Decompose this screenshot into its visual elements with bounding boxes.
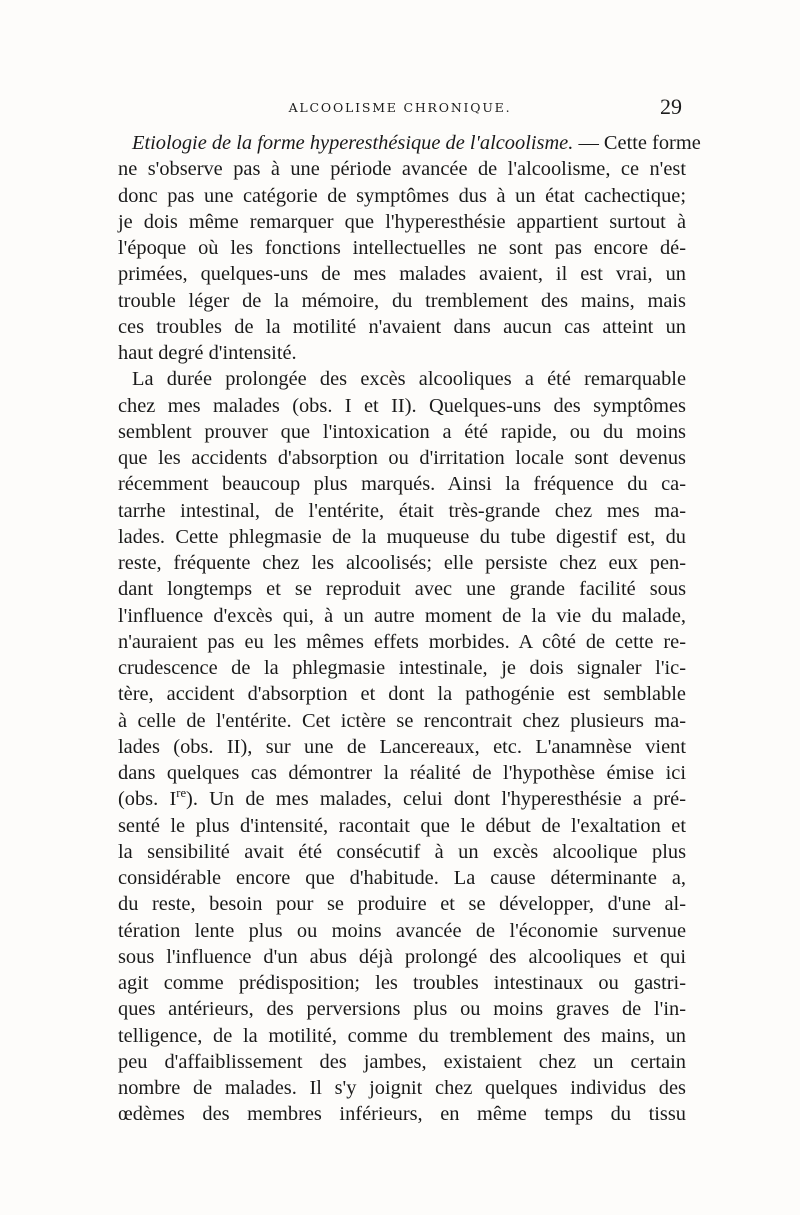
body-text: [118, 130, 701, 1128]
text-line: du reste, besoin pour se produire et se développer, d'une al-: [118, 893, 686, 916]
text-line: sous l'influence d'un abus déjà prolongé des alcooliques et qui: [118, 945, 686, 968]
text-line: n'auraient pas eu les mêmes effets morbides. A côté de cette re-: [118, 630, 686, 653]
text-line: lades (obs. II), sur une de Lancereaux, etc. L'anamnèse vient: [118, 735, 686, 758]
text-line: chez mes malades (obs. I et II). Quelques-uns des symptômes: [118, 394, 686, 417]
text-line: la sensibilité avait été consécutif à un excès alcoolique plus: [118, 840, 686, 863]
text-line: que les accidents d'absorption ou d'irritation locale sont devenus: [118, 447, 686, 469]
section-heading: Etiologie de la forme hyperesthésique de l'alcoolisme.: [132, 132, 574, 154]
text-line: Etiologie de la forme hyperesthésique de l'alcoolisme. — Cette forme: [132, 132, 701, 154]
text-line: ces troubles de la motilité n'avaient dans aucun cas atteint un: [118, 315, 686, 338]
text-line: La durée prolongée des excès alcooliques a été remarquable: [132, 368, 686, 391]
text-line: considérable encore que d'habitude. La cause déterminante a,: [118, 867, 686, 889]
text-line: telligence, de la motilité, comme du tremblement des mains, un: [118, 1024, 686, 1047]
text-line: trouble léger de la mémoire, du tremblement des mains, mais: [118, 289, 686, 312]
text-line: dant longtemps et se reproduit avec une grande facilité sous: [118, 578, 686, 601]
text-line: semblent prouver que l'intoxication a été rapide, ou du moins: [118, 420, 686, 443]
text-line: primées, quelques-uns de mes malades avaient, il est vrai, un: [118, 263, 686, 286]
text-line: donc pas une catégorie de symptômes dus à un état cachectique;: [118, 184, 686, 207]
text-line: ques antérieurs, des perversions plus ou moins graves de l'in-: [118, 998, 686, 1021]
text-line: l'influence d'excès qui, à un autre moment de la vie du malade,: [118, 604, 686, 627]
text-line: nombre de malades. Il s'y joignit chez quelques individus des: [118, 1077, 686, 1099]
text-line: œdèmes des membres inférieurs, en même temps du tissu: [118, 1103, 686, 1126]
text-line: (obs. Ire). Un de mes malades, celui dont l'hyperesthésie a pré-: [118, 786, 686, 811]
text-line: je dois même remarquer que l'hyperesthésie appartient surtout à: [118, 210, 686, 233]
text-line: dans quelques cas démontrer la réalité de l'hypothèse émise ici: [118, 762, 686, 784]
text-line: tère, accident d'absorption et dont la pathogénie est semblable: [118, 683, 686, 706]
superscript: re: [176, 786, 187, 801]
running-title: ALCOOLISME CHRONIQUE.: [288, 100, 512, 115]
page-number: 29: [660, 94, 682, 119]
text-line: récemment beaucoup plus marqués. Ainsi la fréquence du ca-: [118, 473, 686, 496]
text-line: à celle de l'entérite. Cet ictère se rencontrait chez plusieurs ma-: [118, 709, 686, 732]
page-header: [112, 94, 688, 124]
text-line: agit comme prédisposition; les troubles intestinaux ou gastri-: [118, 972, 686, 994]
text-line: peu d'affaiblissement des jambes, existaient chez un certain: [118, 1050, 686, 1073]
text-line: haut degré d'intensité.: [118, 342, 297, 364]
text-line: reste, fréquente chez les alcoolisés; elle persiste chez eux pen-: [118, 552, 686, 574]
text-line: tération lente plus ou moins avancée de l'économie survenue: [118, 919, 686, 942]
text-line: ne s'observe pas à une période avancée de l'alcoolisme, ce n'est: [118, 158, 686, 181]
text-line: crudescence de la phlegmasie intestinale, je dois signaler l'ic-: [118, 657, 686, 679]
text-line: tarrhe intestinal, de l'entérite, était très-grande chez mes ma-: [118, 499, 686, 522]
text-line: l'époque où les fonctions intellectuelles ne sont pas encore dé-: [118, 237, 686, 259]
text-line: senté le plus d'intensité, racontait que le début de l'exaltation et: [118, 814, 686, 837]
text-line: lades. Cette phlegmasie de la muqueuse du tube digestif est, du: [118, 525, 686, 548]
